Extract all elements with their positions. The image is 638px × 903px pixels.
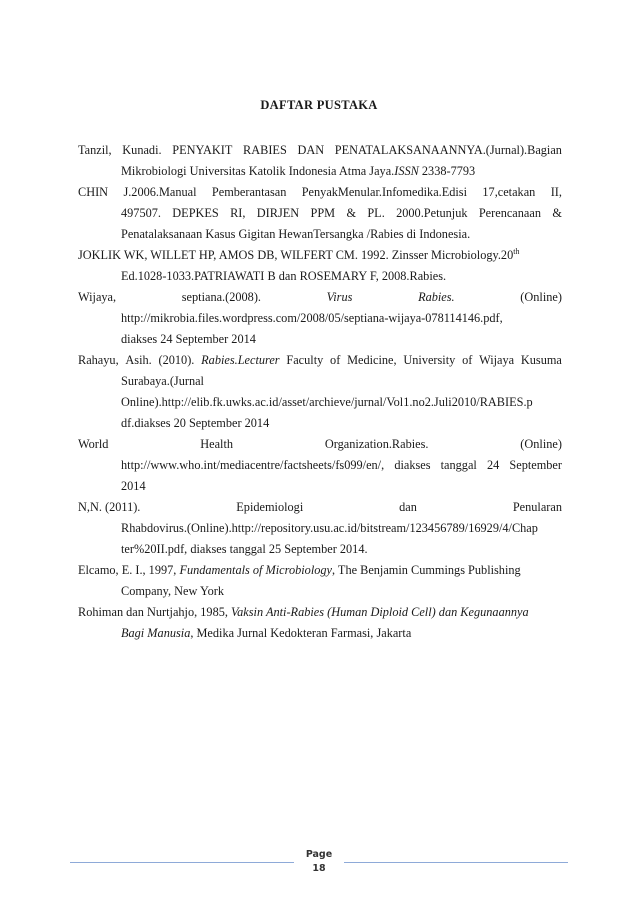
word: J.2006.Manual	[123, 185, 197, 199]
word: 17,cetakan	[482, 185, 536, 199]
word: Tanzil,	[78, 143, 112, 157]
word: CHIN	[78, 185, 109, 199]
reference-line	[78, 266, 562, 287]
reference-entry	[78, 182, 562, 245]
word: DAN	[297, 143, 325, 157]
italic-text: Rabies.	[418, 290, 455, 304]
text-run: Elcamo, E. I., 1997,	[78, 563, 177, 577]
reference-line	[78, 224, 562, 245]
word: http://www.who.int/mediacentre/factsheets/fs099/en/,	[121, 458, 385, 472]
reference-line	[78, 350, 562, 371]
word: diakses	[394, 458, 431, 472]
text-run: , The Benjamin Cummings Publishing	[332, 563, 521, 577]
reference-line	[78, 245, 562, 266]
word: of	[462, 353, 473, 367]
word: DIRJEN	[256, 206, 300, 220]
word: (Online)	[520, 437, 562, 451]
reference-entry	[78, 560, 562, 602]
reference-line	[78, 203, 562, 224]
word: (Online)	[520, 290, 562, 304]
page-number-block	[294, 848, 344, 876]
word: tanggal	[440, 458, 477, 472]
italic-text: Vaksin Anti-Rabies (Human Diploid Cell) dan Kegunaannya	[231, 605, 529, 619]
word: Kunadi.	[122, 143, 162, 157]
text-run: Company, New York	[121, 584, 225, 598]
text-run: 2338-7793	[418, 164, 476, 178]
reference-entry	[78, 497, 562, 560]
word: Kusuma	[520, 353, 562, 367]
reference-line	[78, 497, 562, 518]
reference-entry	[78, 350, 562, 434]
word: PENYAKIT	[172, 143, 233, 157]
text-run: Online).http://elib.fk.uwks.ac.id/asset/archieve/jurnal/Vol1.no2.Juli2010/RABIES.p	[121, 395, 533, 409]
text-run: Surabaya.(Jurnal	[121, 374, 204, 388]
text-run: 2014	[121, 479, 146, 493]
word: dan	[399, 500, 417, 514]
reference-url	[78, 392, 562, 413]
word: Wijaya	[479, 353, 515, 367]
word: Rahayu,	[78, 353, 119, 367]
text-run: JOKLIK WK, WILLET HP, AMOS DB, WILFERT CM. 1992. Zinsser Microbiology.20	[78, 248, 514, 262]
word: &	[552, 206, 562, 220]
word: PENATALAKSANAANNYA.(Jurnal).Bagian	[334, 143, 562, 157]
text-run: Rhabdovirus.(Online).http://repository.usu.ac.id/bitstream/123456789/16929/4/Chap	[121, 521, 538, 535]
superscript: th	[513, 246, 520, 256]
reference-line	[78, 581, 562, 602]
word: 2000.Petunjuk	[396, 206, 468, 220]
text-run: Penatalaksanaan Kasus Gigitan HewanTersangka /Rabies di Indonesia.	[121, 227, 471, 241]
page-label: Page	[305, 849, 333, 860]
reference-line	[78, 455, 562, 476]
word: II,	[550, 185, 562, 199]
reference-line	[78, 140, 562, 161]
reference-line	[78, 287, 562, 308]
word: DEPKES	[172, 206, 219, 220]
reference-line	[78, 602, 562, 623]
page-title: DAFTAR PUSTAKA	[260, 98, 378, 112]
reference-line	[78, 182, 562, 203]
reference-line	[78, 434, 562, 455]
word: Epidemiologi	[236, 500, 304, 514]
word: PenyakMenular.Infomedika.Edisi	[301, 185, 468, 199]
italic-text: Rabies.Lecturer	[201, 353, 280, 367]
reference-line	[78, 539, 562, 560]
text-run: diakses 24 September 2014	[121, 332, 256, 346]
word: 497507.	[121, 206, 161, 220]
page-number: 18	[312, 863, 326, 874]
word: Penularan	[512, 500, 562, 514]
word: Organization.Rabies.	[324, 437, 429, 451]
word: Asih.	[125, 353, 152, 367]
reference-line	[78, 329, 562, 350]
italic-text: Virus	[326, 290, 353, 304]
reference-entry	[78, 140, 562, 182]
reference-line	[78, 413, 562, 434]
word: N,N. (2011).	[78, 500, 141, 514]
footer-rule-left	[70, 862, 294, 863]
word: &	[346, 206, 357, 220]
word: World	[78, 437, 109, 451]
word: PPM	[310, 206, 336, 220]
text-run: df.diakses 20 September 2014	[121, 416, 270, 430]
reference-url	[78, 518, 562, 539]
word: Pemberantasan	[211, 185, 287, 199]
reference-entry	[78, 434, 562, 497]
text-run: , Medika Jurnal Kedokteran Farmasi, Jakarta	[190, 626, 412, 640]
word: Wijaya,	[78, 290, 117, 304]
word: (2010).	[158, 353, 195, 367]
word: 24	[486, 458, 500, 472]
reference-line	[78, 560, 562, 581]
text-run: Mikrobiologi Universitas Katolik Indonesia Atma Jaya.	[121, 164, 395, 178]
word: University	[403, 353, 456, 367]
word: RABIES	[243, 143, 287, 157]
word: septiana.(2008).	[181, 290, 261, 304]
italic-text: Bagi Manusia	[121, 626, 191, 640]
word: of	[330, 353, 341, 367]
text-run: http://mikrobia.files.wordpress.com/2008/05/septiana-wijaya-078114146.pdf,	[121, 311, 503, 325]
italic-text: Fundamentals of Microbiology	[179, 563, 332, 577]
reference-list	[78, 140, 562, 644]
word: Faculty	[286, 353, 324, 367]
reference-line	[78, 623, 562, 644]
text-run: Rohiman dan Nurtjahjo, 1985,	[78, 605, 228, 619]
reference-line	[78, 161, 562, 182]
reference-line	[78, 476, 562, 497]
word: Perencanaan	[478, 206, 541, 220]
page-footer	[70, 847, 568, 881]
text-run: Ed.1028-1033.PATRIAWATI B dan ROSEMARY F, 2008.Rabies.	[121, 269, 447, 283]
reference-entry	[78, 602, 562, 644]
reference-entry	[78, 245, 562, 287]
reference-url	[78, 308, 562, 329]
word: Health	[200, 437, 234, 451]
word: September	[509, 458, 562, 472]
reference-line	[78, 371, 562, 392]
footer-rule-right	[344, 862, 568, 863]
reference-entry	[78, 287, 562, 350]
word: PL.	[367, 206, 385, 220]
text-run: ter%20II.pdf, diakses tanggal 25 September 2014.	[121, 542, 368, 556]
italic-text: ISSN	[394, 164, 419, 178]
word: Medicine,	[347, 353, 397, 367]
word: RI,	[230, 206, 246, 220]
